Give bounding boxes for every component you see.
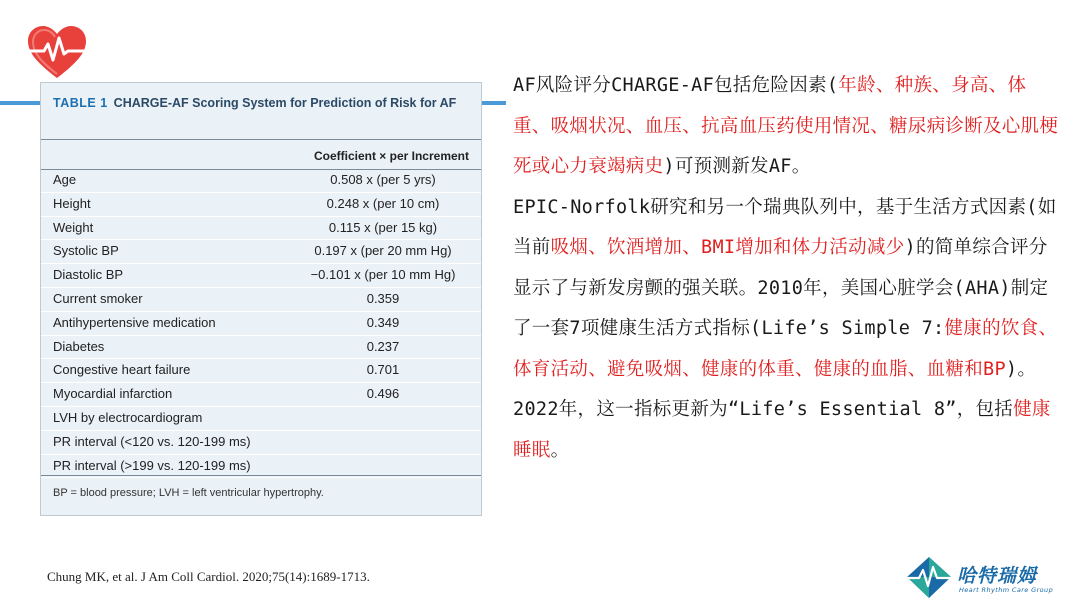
table-row <box>41 264 481 288</box>
row-value: 0.237 <box>366 338 400 354</box>
charge-af-table <box>40 82 482 516</box>
citation: Chung MK, et al. J Am Coll Cardiol. 2020;75(14):1689-1713. <box>47 569 370 584</box>
row-label: PR interval (<120 vs. 120-199 ms) <box>53 433 251 449</box>
row-label: LVH by electrocardiogram <box>53 409 203 425</box>
row-value: 0.115 x (per 15 kg) <box>328 219 438 235</box>
description-text <box>513 66 1063 471</box>
text-span: )的简单综合评分显示了与新发房颤的强关联。2010年，美国心脏学会(AHA)制定了一套7项健康生活方式指标(Life’s Simple 7: <box>513 237 1049 339</box>
table-tag: TABLE 1 <box>53 96 108 110</box>
logo-diamond-icon <box>905 555 953 600</box>
table-rule <box>41 475 481 476</box>
row-value: 0.248 x (per 10 cm) <box>326 195 440 211</box>
table-footnote: BP = blood pressure; LVH = left ventricular hypertrophy. <box>53 487 324 499</box>
paragraph-lifestyle <box>513 188 1063 472</box>
row-label: Diastolic BP <box>53 267 124 283</box>
highlight-span: 健康睡眠 <box>513 399 1051 461</box>
row-value: 0.359 <box>366 290 400 306</box>
table-title <box>53 93 473 113</box>
column-header-label: Coefficient × per Increment <box>313 149 469 163</box>
row-value: 0.349 <box>366 314 400 330</box>
row-value: 0.197 x (per 20 mm Hg) <box>314 243 452 259</box>
table-row <box>41 288 481 312</box>
row-label: Diabetes <box>53 338 105 354</box>
highlight-span: 年龄、种族、身高、体重、吸烟状况、血压、抗高血压药使用情况、糖尿病诊断及心肌梗死或心力衰竭病史 <box>513 75 1059 177</box>
text-span: )可预测新发AF。 <box>663 156 811 177</box>
row-label: Systolic BP <box>53 243 119 259</box>
table-row <box>41 169 481 193</box>
table-row <box>41 217 481 241</box>
highlight-span: 健康的饮食、体育活动、避免吸烟、健康的体重、健康的血脂、血糖和BP <box>513 318 1058 380</box>
company-logo <box>905 555 1065 600</box>
logo-subtitle: Heart Rhythm Care Group <box>959 586 1054 594</box>
heart-ecg-icon <box>26 24 88 82</box>
row-label: Myocardial infarction <box>53 386 173 402</box>
row-value: −0.101 x (per 10 mm Hg) <box>310 267 456 283</box>
table-row <box>41 431 481 455</box>
row-label: Weight <box>53 219 94 235</box>
row-label: PR interval (>199 vs. 120-199 ms) <box>53 457 251 473</box>
table-row <box>41 359 481 383</box>
row-label: Age <box>53 172 77 187</box>
table-row <box>41 407 481 431</box>
row-label: Current smoker <box>53 290 143 306</box>
text-span: 。 <box>550 439 570 461</box>
row-value: 0.701 <box>366 362 400 378</box>
row-value: 0.508 x (per 5 yrs) <box>330 172 436 187</box>
text-span: AF风险评分CHARGE-AF包括危险因素( <box>513 75 839 96</box>
row-label: Congestive heart failure <box>53 362 191 378</box>
row-label: Antihypertensive medication <box>53 314 216 330</box>
table-title-text: CHARGE-AF Scoring System for Prediction of Risk for AF <box>113 96 457 110</box>
table-body <box>41 169 481 478</box>
table-row <box>41 240 481 264</box>
table-row <box>41 193 481 217</box>
table-row <box>41 336 481 360</box>
row-label: Height <box>53 195 91 211</box>
text-span: )。2022年，这一指标更新为“Life’s Essential 8”，包括 <box>513 358 1037 420</box>
table-rule <box>41 139 481 140</box>
text-span: EPIC-Norfolk研究和另一个瑞典队列中，基于生活方式因素(如当前 <box>513 196 1057 258</box>
highlight-span: 吸烟、饮酒增加、BMI增加和体力活动减少 <box>550 237 905 258</box>
column-header <box>41 145 481 169</box>
row-value: 0.496 <box>366 386 400 402</box>
paragraph-charge-af <box>513 66 1063 188</box>
logo-name: 哈特瑞姆 <box>957 565 1038 587</box>
table-row <box>41 383 481 407</box>
table-row <box>41 312 481 336</box>
